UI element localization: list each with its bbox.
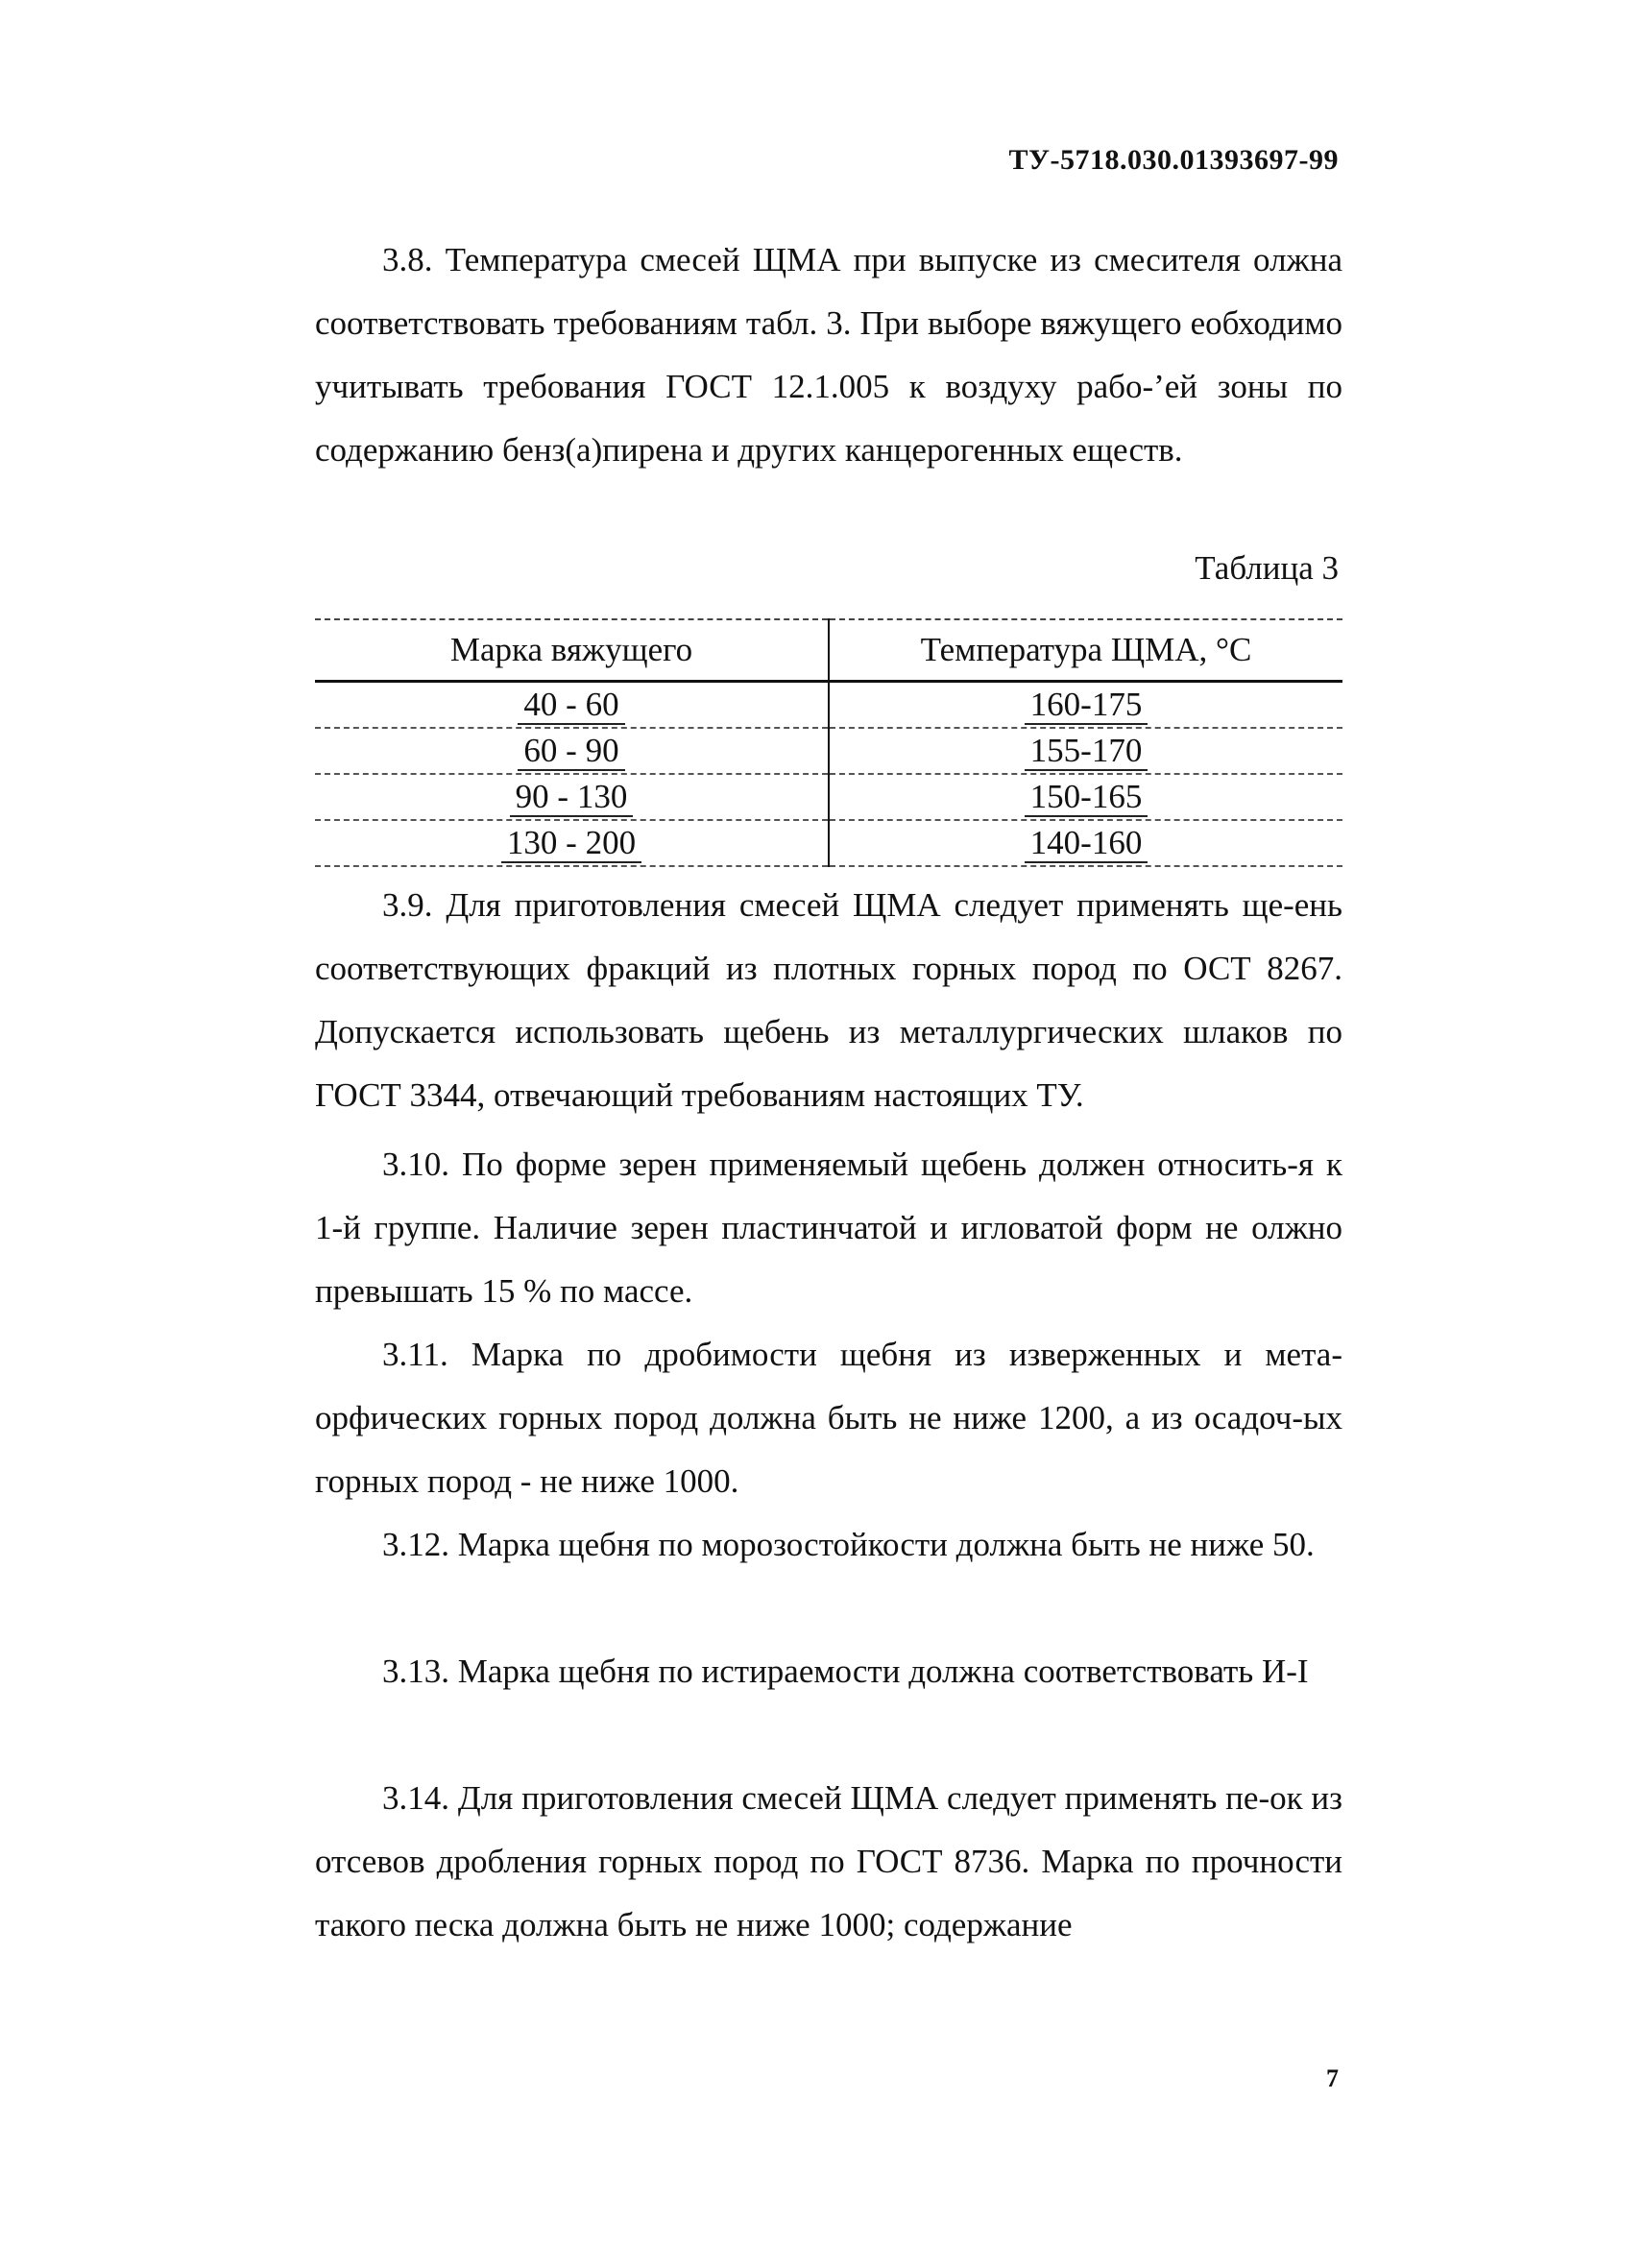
temperature-cell: 140-160 (829, 820, 1342, 866)
binder-grade-cell: 40 - 60 (315, 682, 829, 729)
table-row (315, 728, 1342, 774)
paragraph-3-12: 3.12. Марка щебня по морозостойкости должна быть не ниже 50. (382, 1526, 1315, 1563)
binder-grade-cell: 130 - 200 (315, 820, 829, 866)
page-number: 7 (1326, 2064, 1339, 2092)
table-row (315, 820, 1342, 866)
temperature-cell: 160-175 (829, 682, 1342, 729)
paragraph-3-11: 3.11. Марка по дробимости щебня из изверженных и мета-орфических горных пород должна быть не ниже 1200, а из осадоч-ых горных пород - не ниже 1000. (315, 1336, 1342, 1500)
binder-grade-cell: 60 - 90 (315, 728, 829, 774)
table-row (315, 682, 1342, 729)
binder-temperature-table (315, 618, 1342, 867)
temperature-cell: 150-165 (829, 774, 1342, 820)
document-code: ТУ-5718.030.01393697-99 (1008, 144, 1339, 176)
table-row (315, 774, 1342, 820)
paragraph-3-14: 3.14. Для приготовления смесей ЩМА следует применять пе-ок из отсевов дробления горных пород по ГОСТ 8736. Марка по прочности такого песка должна быть не ниже 1000; содержание (315, 1779, 1342, 1943)
temperature-cell: 155-170 (829, 728, 1342, 774)
table-caption: Таблица 3 (1195, 549, 1339, 587)
paragraph-3-13: 3.13. Марка щебня по истираемости должна соответствовать И-I (382, 1653, 1309, 1690)
paragraph-3-8: 3.8. Температура смесей ЩМА при выпуске из смесителя олжна соответствовать требованиям табл. 3. При выборе вяжущего еобходимо учитывать требования ГОСТ 12.1.005 к воздуху рабо-’ей зоны по содержанию бенз(а)пирена и других канцерогенных еществ. (315, 241, 1342, 469)
header-binder-grade: Марка вяжущего (315, 619, 829, 682)
table-header-row (315, 619, 1342, 682)
header-temperature: Температура ЩМА, °С (829, 619, 1342, 682)
binder-grade-cell: 90 - 130 (315, 774, 829, 820)
paragraph-3-9: 3.9. Для приготовления смесей ЩМА следует применять ще-ень соответствующих фракций из плотных горных пород по ОСТ 8267. Допускается использовать щебень из металлургических шлаков по ГОСТ 3344, отвечающий требованиям настоящих ТУ. (315, 886, 1342, 1114)
paragraph-3-10: 3.10. По форме зерен применяемый щебень должен относить-я к 1-й группе. Наличие зерен пластинчатой и игловатой форм не олжно превышать 15 % по массе. (315, 1146, 1342, 1310)
